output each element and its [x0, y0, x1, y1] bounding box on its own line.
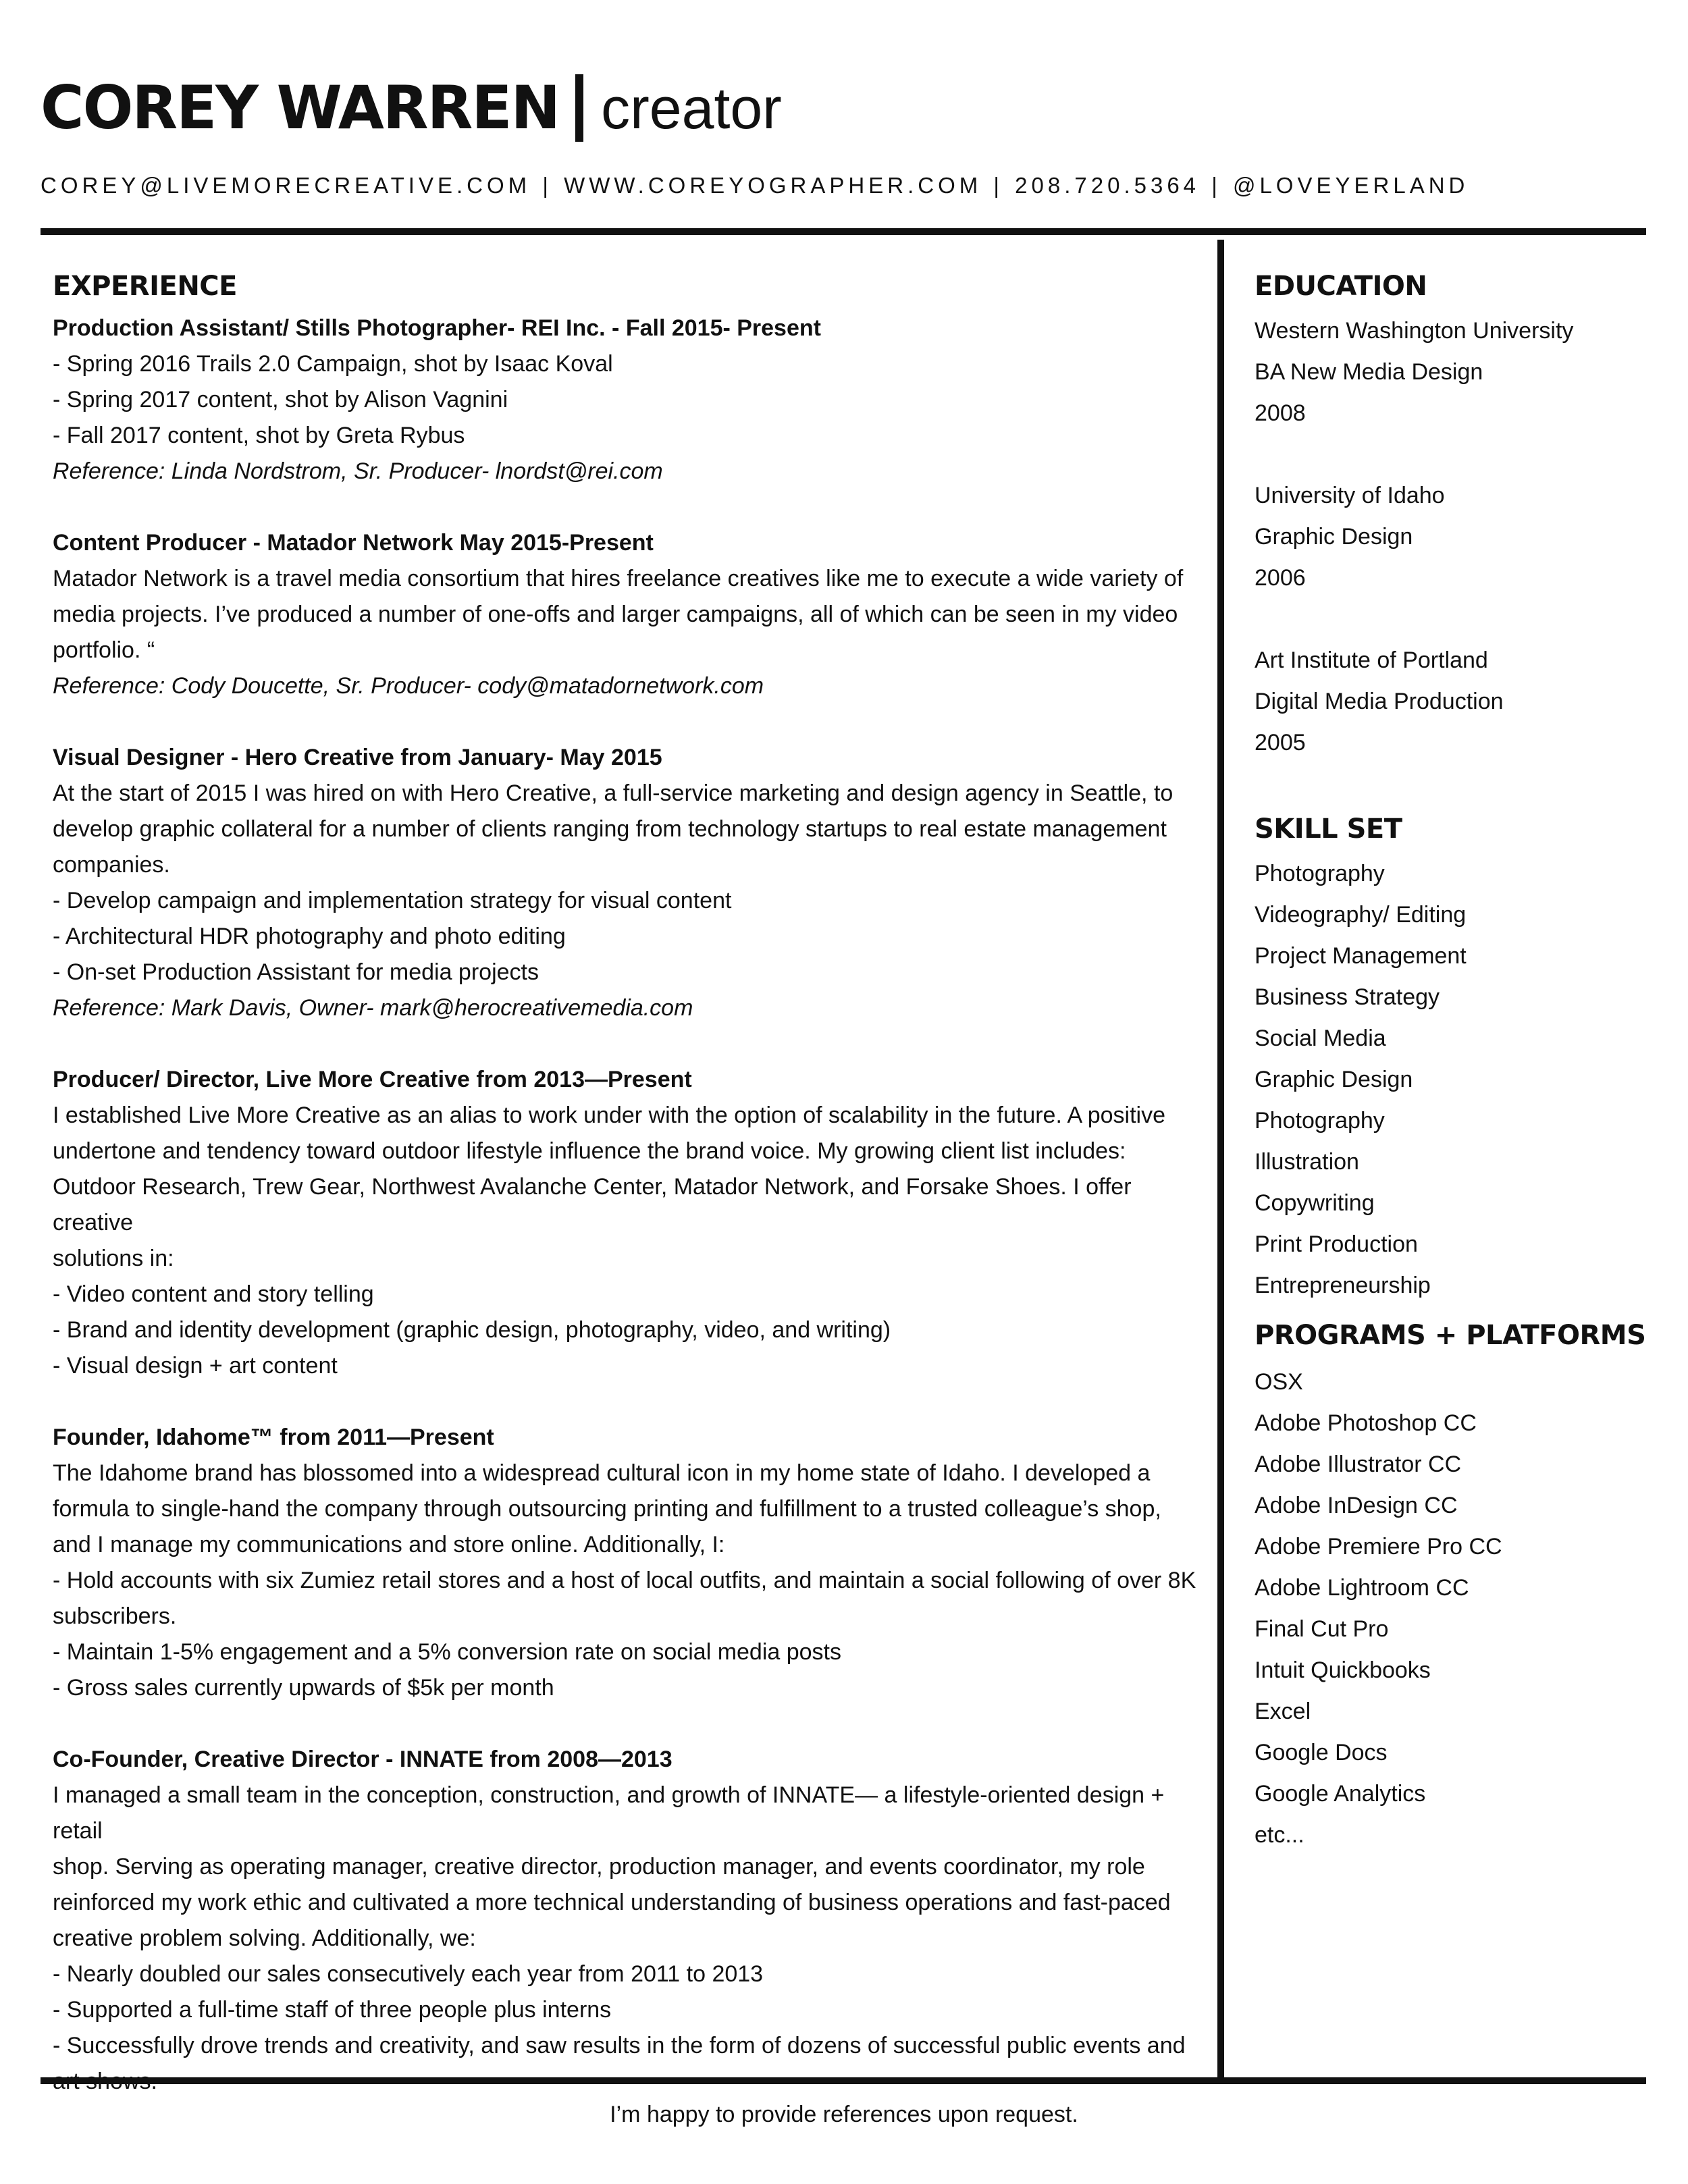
job-title: Co-Founder, Creative Director - INNATE from 2008—2013	[53, 1747, 672, 1772]
skill-item: Business Strategy	[1255, 984, 1440, 1010]
skill-item: Entrepreneurship	[1255, 1273, 1431, 1298]
program-item: Adobe Photoshop CC	[1255, 1410, 1477, 1436]
job-description-line: formula to single-hand the company through outsourcing printing and fulfillment to a trusted colleague’s shop,	[53, 1496, 1161, 1522]
job-description-line: I managed a small team in the conception, construction, and growth of INNATE— a lifestyle-oriented design + retail	[53, 1782, 1165, 1844]
program-item: Adobe Premiere Pro CC	[1255, 1534, 1502, 1560]
program-item: OSX	[1255, 1369, 1303, 1395]
skill-item: Project Management	[1255, 943, 1467, 969]
job-description-line: reinforced my work ethic and cultivated a more technical understanding of business operations and fast-paced	[53, 1890, 1171, 1915]
skill-item: Social Media	[1255, 1026, 1386, 1051]
skill-item: Copywriting	[1255, 1190, 1375, 1216]
job-description-line: - Gross sales currently upwards of $5k per month	[53, 1675, 554, 1701]
program-item: Adobe Illustrator CC	[1255, 1451, 1462, 1477]
job-title: Founder, Idahome™ from 2011—Present	[53, 1424, 494, 1450]
skills-list	[1255, 853, 1660, 1306]
job-reference: Reference: Mark Davis, Owner- mark@herocreativemedia.com	[53, 995, 693, 1021]
job-description-line: - Spring 2017 content, shot by Alison Vagnini	[53, 387, 508, 412]
job-description-line: and I manage my communications and store online. Additionally, I:	[53, 1532, 725, 1557]
job-description-line: - On-set Production Assistant for media projects	[53, 959, 539, 985]
job-description-line: - Hold accounts with six Zumiez retail stores and a host of local outfits, and maintain a social following of over 8K	[53, 1568, 1196, 1593]
job-entry	[53, 311, 1201, 489]
job-description-line: Matador Network is a travel media consortium that hires freelance creatives like me to execute a wide variety of	[53, 566, 1184, 591]
job-description-line: - Architectural HDR photography and photo editing	[53, 924, 566, 949]
job-entry	[53, 525, 1201, 704]
education-heading: EDUCATION	[1255, 271, 1427, 302]
education-program: Graphic Design	[1255, 524, 1413, 550]
skill-item: Print Production	[1255, 1231, 1418, 1257]
name-divider	[575, 74, 583, 142]
job-description-line: solutions in:	[53, 1246, 174, 1271]
program-item: Final Cut Pro	[1255, 1616, 1389, 1642]
job-description-line: - Develop campaign and implementation strategy for visual content	[53, 888, 732, 913]
job-entry	[53, 1742, 1201, 2100]
skill-item: Graphic Design	[1255, 1067, 1413, 1092]
job-reference: Reference: Linda Nordstrom, Sr. Producer- lnordst@rei.com	[53, 458, 663, 484]
contact-email: COREY@LIVEMORECREATIVE.COM	[41, 173, 531, 198]
job-description-line: shop. Serving as operating manager, creative director, production manager, and events coordinator, my role	[53, 1854, 1145, 1880]
education-list	[1255, 311, 1660, 764]
job-title: Production Assistant/ Stills Photographer- REI Inc. - Fall 2015- Present	[53, 315, 821, 341]
education-year: 2005	[1255, 730, 1306, 755]
program-item: Intuit Quickbooks	[1255, 1657, 1431, 1683]
resume-header	[41, 68, 1647, 203]
contact-website: WWW.COREYOGRAPHER.COM	[564, 173, 982, 198]
program-item: etc...	[1255, 1822, 1304, 1848]
education-year: 2008	[1255, 400, 1306, 426]
skill-item: Videography/ Editing	[1255, 902, 1467, 928]
program-item: Google Analytics	[1255, 1781, 1426, 1807]
job-description-line: - Nearly doubled our sales consecutively each year from 2011 to 2013	[53, 1961, 764, 1987]
experience-column	[53, 262, 1201, 2135]
job-description-line: subscribers.	[53, 1603, 177, 1629]
job-description-line: Outdoor Research, Trew Gear, Northwest Avalanche Center, Matador Network, and Forsake Shoes. I offer creative	[53, 1174, 1132, 1235]
program-item: Google Docs	[1255, 1740, 1388, 1765]
job-description-line: companies.	[53, 852, 170, 878]
job-description-line: I established Live More Creative as an alias to work under with the option of scalability in the future. A positive	[53, 1102, 1166, 1128]
column-divider	[1217, 240, 1224, 2083]
contact-line	[41, 169, 1647, 203]
job-title: Content Producer - Matador Network May 2015-Present	[53, 530, 654, 556]
program-item: Adobe InDesign CC	[1255, 1493, 1458, 1518]
job-entry	[53, 740, 1201, 1026]
programs-list	[1255, 1362, 1660, 1856]
job-title: Producer/ Director, Live More Creative from 2013—Present	[53, 1067, 692, 1092]
footer-note: I’m happy to provide references upon request.	[610, 2102, 1078, 2127]
job-entry	[53, 1062, 1201, 1384]
program-item: Adobe Lightroom CC	[1255, 1575, 1469, 1601]
job-entry	[53, 1420, 1201, 1706]
job-description-line: - Supported a full-time staff of three people plus interns	[53, 1997, 612, 2023]
job-description-line: - Successfully drove trends and creativity, and saw results in the form of dozens of successful public events and	[53, 2033, 1186, 2058]
experience-heading: EXPERIENCE	[53, 271, 237, 302]
job-description-line: - Video content and story telling	[53, 1281, 374, 1307]
job-description-line: The Idahome brand has blossomed into a widespread cultural icon in my home state of Idaho. I developed a	[53, 1460, 1151, 1486]
education-year: 2006	[1255, 565, 1306, 591]
job-description-line: - Fall 2017 content, shot by Greta Rybus	[53, 423, 465, 448]
education-school: University of Idaho	[1255, 483, 1445, 508]
contact-separator: |	[1211, 173, 1221, 198]
education-school: Western Washington University	[1255, 318, 1574, 344]
job-description-line: - Maintain 1-5% engagement and a 5% conversion rate on social media posts	[53, 1639, 842, 1665]
top-divider	[41, 228, 1646, 235]
program-item: Excel	[1255, 1699, 1311, 1724]
sidebar-column	[1255, 262, 1660, 1856]
skill-item: Photography	[1255, 861, 1385, 886]
job-description-line: creative problem solving. Additionally, we:	[53, 1925, 476, 1951]
skill-item: Illustration	[1255, 1149, 1359, 1175]
education-entry	[1255, 640, 1660, 764]
job-reference: Reference: Cody Doucette, Sr. Producer- cody@matadornetwork.com	[53, 673, 764, 699]
education-program: Digital Media Production	[1255, 689, 1504, 714]
job-title: Visual Designer - Hero Creative from January- May 2015	[53, 745, 662, 770]
skills-heading: SKILL SET	[1255, 814, 1402, 845]
job-description-line: portfolio. “	[53, 637, 155, 663]
education-program: BA New Media Design	[1255, 359, 1483, 385]
skill-item: Photography	[1255, 1108, 1385, 1134]
education-entry	[1255, 475, 1660, 599]
job-description-line: At the start of 2015 I was hired on with Hero Creative, a full-service marketing and design agency in Seattle, to	[53, 780, 1173, 806]
education-entry	[1255, 311, 1660, 434]
job-description-line: media projects. I’ve produced a number of one-offs and larger campaigns, all of which can be seen in my video	[53, 602, 1178, 627]
person-role: creator	[601, 76, 782, 141]
contact-phone: 208.720.5364	[1015, 173, 1201, 198]
job-description-line: develop graphic collateral for a number of clients ranging from technology startups to real estate management	[53, 816, 1167, 842]
person-name: COREY WARREN	[41, 73, 560, 142]
name-line	[41, 68, 1647, 149]
programs-heading: PROGRAMS + PLATFORMS	[1255, 1320, 1646, 1351]
job-description-line: - Visual design + art content	[53, 1353, 338, 1379]
job-list	[53, 311, 1201, 2100]
job-description-line: undertone and tendency toward outdoor lifestyle influence the brand voice. My growing client list includes:	[53, 1138, 1126, 1164]
contact-separator: |	[542, 173, 552, 198]
job-description-line: - Spring 2016 Trails 2.0 Campaign, shot by Isaac Koval	[53, 351, 613, 377]
education-school: Art Institute of Portland	[1255, 647, 1488, 673]
contact-handle: @LOVEYERLAND	[1232, 173, 1469, 198]
bottom-divider	[41, 2077, 1646, 2084]
job-description-line: - Brand and identity development (graphic design, photography, video, and writing)	[53, 1317, 891, 1343]
contact-separator: |	[993, 173, 1003, 198]
